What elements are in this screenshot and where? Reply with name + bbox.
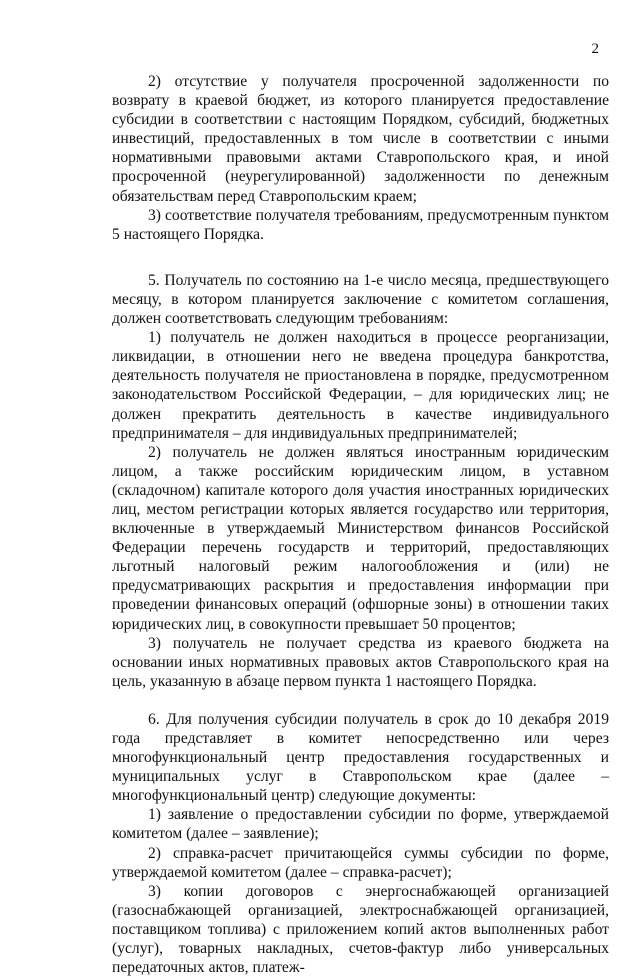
paragraph-item-2: 2) отсутствие у получателя просроченной задолженности по возврату в краевой бюджет, из которого планируется предоставление субсидии в соответствии с настоящим Порядком, субсидий, бюджетных инвестиций, предоставленных в том числе в соответствии с иными нормативными правовыми актами Ставропольского края, и иной просроченной (неурегулированной) задолженности по денежным обязательствам перед Ставропольским краем; — [112, 73, 609, 205]
section-gap — [112, 244, 609, 271]
paragraph-requirement-2: 2) получатель не должен являться иностранным юридическим лицом, а также российским юридическим лицом, в уставном (складочном) капитале которого доля участия иностранных юридических лиц, местом регистрации которых является государство или территория, включенные в утверждаемый Министерством финансов Российской Федерации перечень государств и территорий, предоставляющих льготный налоговый режим налогообложения и (или) не предусматривающих раскрытия и предоставления информации при проведении финансовых операций (офшорные зоны) в отношении таких юридических лиц, в совокупности превышает 50 процентов; — [112, 443, 609, 633]
page-number: 2 — [591, 41, 599, 57]
paragraph-section-6: 6. Для получения субсидии получатель в срок до 10 декабря 2019 года представляет в комитет непосредственно или через многофункциональный центр предоставления государственных и муниципальных услуг в Ставропольском крае (далее – многофункциональный центр) следующие документы: — [112, 710, 609, 805]
section-gap — [112, 691, 609, 710]
paragraph-requirement-1: 1) получатель не должен находиться в процессе реорганизации, ликвидации, в отношении него не введена процедура банкротства, деятельность получателя не приостановлена в порядке, предусмотренном законодательством Российской Федерации, – для юридических лиц; не должен прекратить деятельность в качестве индивидуального предпринимателя – для индивидуальных предпринимателей; — [112, 329, 609, 442]
document-body — [112, 72, 609, 977]
paragraph-document-1: 1) заявление о предоставлении субсидии по форме, утверждаемой комитетом (далее – заявление); — [112, 806, 609, 843]
paragraph-section-5: 5. Получатель по состоянию на 1-е число месяца, предшествующего месяцу, в котором планируется заключение с комитетом соглашения, должен соответствовать следующим требованиям: — [112, 271, 609, 328]
paragraph-document-3: 3) копии договоров с энергоснабжающей организацией (газоснабжающей организацией, электроснабжающей организацией, поставщиком топлива) с приложением копий актов выполненных работ (услуг), товарных накладных, счетов-фактур либо универсальных передаточных актов, платеж- — [112, 882, 609, 977]
paragraph-requirement-3: 3) получатель не получает средства из краевого бюджета на основании иных нормативных правовых актов Ставропольского края на цель, указанную в абзаце первом пункта 1 настоящего Порядка. — [112, 634, 609, 690]
paragraph-document-2: 2) справка-расчет причитающейся суммы субсидии по форме, утверждаемой комитетом (далее – справка-расчет); — [112, 844, 609, 881]
paragraph-item-3: 3) соответствие получателя требованиям, предусмотренным пунктом 5 настоящего Порядка. — [112, 206, 609, 243]
